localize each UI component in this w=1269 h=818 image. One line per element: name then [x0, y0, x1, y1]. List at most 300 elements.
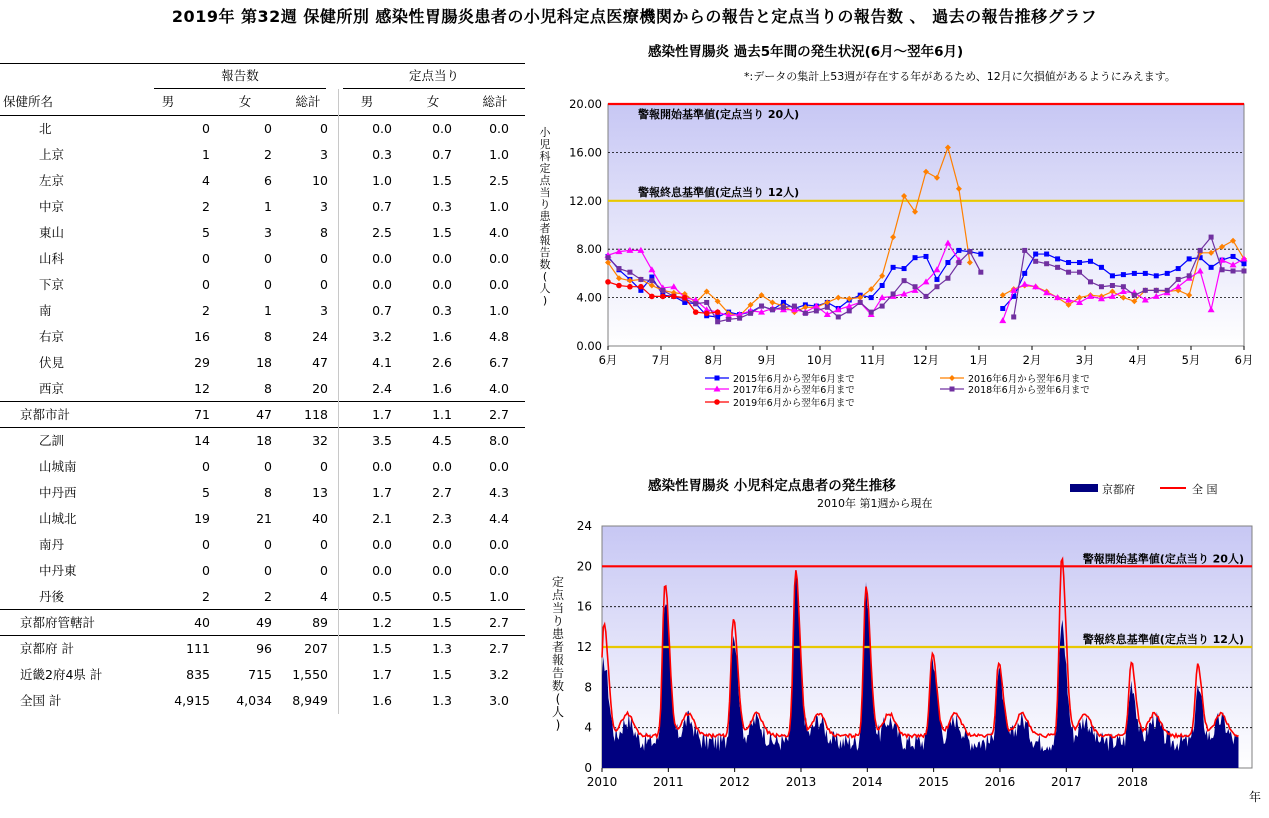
chart1-plot-area [608, 104, 1244, 346]
chart1-series-3-point-29 [924, 294, 929, 299]
summary-row-2-c3: 8,949 [292, 693, 328, 708]
city-row-5-c1: 0 [202, 251, 210, 266]
chart1-series-3-point-13 [748, 311, 753, 316]
chart1-series-3-point-47 [1121, 284, 1126, 289]
city-row-1-c6: 1.0 [489, 147, 509, 162]
chart1-series-0-point-25 [880, 283, 885, 288]
chart1-ytick-4: 16.00 [569, 145, 602, 160]
chart1-series-0-point-58 [1242, 261, 1247, 266]
city-row-4-c5: 1.5 [432, 225, 452, 240]
pref-row-5-c4: 0.0 [372, 563, 392, 578]
chart1-series-3-point-45 [1099, 284, 1104, 289]
chart2-ytick-5: 20 [576, 559, 592, 574]
city-total-row-c2: 47 [256, 407, 272, 422]
pref-row-3-c5: 2.3 [432, 511, 452, 526]
chart2-threshold-label-1: 警報終息基準値(定点当り 12人) [1082, 633, 1244, 646]
chart1-series-0-point-29 [924, 254, 929, 259]
chart1-ylabel-char-3: 定 [539, 162, 551, 175]
chart1-series-3-point-18 [803, 311, 808, 316]
city-row-3-c0: 中京 [39, 199, 65, 214]
pref-total-row-c2: 49 [256, 615, 272, 630]
city-total-row-c6: 2.7 [489, 407, 509, 422]
pref-row-5-c5: 0.0 [432, 563, 452, 578]
pref-row-2-c5: 2.7 [432, 485, 452, 500]
chart1-series-0-point-49 [1143, 271, 1148, 276]
chart1-series-4-point-1 [616, 283, 622, 289]
pref-row-4-c1: 0 [202, 537, 210, 552]
chart1-ylabel-char-9: 報 [539, 234, 551, 247]
page-title: 2019年 第32週 保健所別 感染性胃腸炎患者の小児科定点医療機関からの報告と定点当りの報告数 、 過去の報告推移グラフ [171, 7, 1098, 26]
summary-row-1-c1: 835 [186, 667, 210, 682]
chart1-series-4-point-6 [671, 294, 677, 300]
pref-row-5-c6: 0.0 [489, 563, 509, 578]
city-row-7-c4: 0.7 [372, 303, 392, 318]
chart1-series-3-point-28 [913, 284, 918, 289]
chart2-xtick-2: 2012 [719, 775, 750, 789]
chart1-xtick-6: 12月 [912, 353, 940, 367]
city-row-0-c3: 0 [320, 121, 328, 136]
pref-row-0-c4: 3.5 [372, 433, 392, 448]
chart2-ylabel-char-0: 定 [551, 575, 565, 589]
chart1-xtick-4: 10月 [806, 353, 834, 367]
chart2-ylabel-char-6: 報 [551, 653, 565, 667]
chart1-series-3-point-58 [1242, 268, 1247, 273]
chart1-series-3-point-38 [1022, 248, 1027, 253]
chart1-series-0-point-36 [1000, 306, 1005, 311]
chart1-series-0-point-30 [934, 277, 939, 282]
city-total-row-c1: 71 [194, 407, 210, 422]
city-row-9-c4: 4.1 [372, 355, 392, 370]
city-total-row-c5: 1.1 [432, 407, 452, 422]
chart1-ylabel-char-12: ( [542, 270, 548, 283]
city-row-6-c0: 下京 [39, 277, 65, 292]
col-header-4: 男 [360, 94, 374, 109]
chart1-series-4-point-4 [649, 294, 655, 300]
chart1-series-3-point-32 [956, 260, 961, 265]
chart1-series-3-point-48 [1132, 293, 1137, 298]
chart1-xtick-5: 11月 [859, 353, 887, 367]
chart1-series-3-point-5 [660, 288, 665, 293]
chart1-series-0-point-27 [902, 266, 907, 271]
chart1-series-3-point-37 [1011, 314, 1016, 319]
summary-row-1-c3: 1,550 [292, 667, 328, 682]
city-row-7-c0: 南 [39, 303, 52, 318]
chart1-series-3-point-19 [814, 308, 819, 313]
city-row-5-c2: 0 [264, 251, 272, 266]
summary-row-0-c5: 1.3 [432, 641, 452, 656]
city-row-4-c0: 東山 [39, 225, 65, 240]
chart1-xtick-2: 8月 [704, 353, 724, 367]
chart2-subtitle: 2010年 第1週から現在 [817, 497, 933, 510]
city-row-9-c3: 47 [312, 355, 328, 370]
city-row-0-c6: 0.0 [489, 121, 509, 136]
chart2-xtick-6: 2016 [984, 775, 1016, 789]
pref-row-5-c1: 0 [202, 563, 210, 578]
city-row-7-c1: 2 [202, 303, 210, 318]
chart1-series-3-point-0 [606, 255, 611, 260]
chart1-series-0-point-40 [1044, 252, 1049, 257]
pref-row-6-c2: 2 [264, 589, 272, 604]
city-row-6-c3: 0 [320, 277, 328, 292]
city-row-5-c3: 0 [320, 251, 328, 266]
chart1-legend-label-2: 2017年6月から翌年6月まで [733, 385, 855, 396]
chart2-ylabel-char-5: 者 [551, 640, 565, 654]
city-row-0-c4: 0.0 [372, 121, 392, 136]
chart1-series-3-point-54 [1198, 248, 1203, 253]
chart1-series-3-point-31 [945, 276, 950, 281]
chart1-series-0-point-31 [945, 260, 950, 265]
chart1-xtick-8: 2月 [1022, 353, 1042, 367]
pref-row-0-c5: 4.5 [432, 433, 452, 448]
chart1-series-3-point-52 [1176, 277, 1181, 282]
city-row-3-c5: 0.3 [432, 199, 452, 214]
pref-row-2-c3: 13 [312, 485, 328, 500]
chart1-series-0-point-34 [978, 252, 983, 257]
city-row-3-c3: 3 [320, 199, 328, 214]
chart1-series-0-point-52 [1176, 266, 1181, 271]
chart2-ylabel-char-1: 点 [551, 588, 565, 602]
pref-row-1-c1: 0 [202, 459, 210, 474]
chart1-ylabel-char-6: り [539, 198, 551, 211]
chart1-series-3-point-39 [1033, 259, 1038, 264]
chart1-xtick-3: 9月 [757, 353, 777, 367]
city-row-2-c0: 左京 [39, 173, 65, 188]
chart2-xtick-8: 2018 [1117, 775, 1148, 789]
city-row-4-c6: 4.0 [489, 225, 509, 240]
chart1-series-0-point-42 [1066, 260, 1071, 265]
pref-row-2-c2: 8 [264, 485, 272, 500]
pref-row-6-c5: 0.5 [432, 589, 452, 604]
pref-total-row-c4: 1.2 [372, 615, 392, 630]
city-row-1-c1: 1 [202, 147, 210, 162]
chart2-ylabel-char-2: 当 [551, 601, 565, 615]
chart1-series-3-point-24 [869, 310, 874, 315]
chart1-ylabel-char-14: ) [542, 294, 548, 307]
city-row-2-c6: 2.5 [489, 173, 509, 188]
col-header-5: 女 [426, 94, 440, 109]
chart2-ytick-2: 8 [584, 680, 592, 695]
chart2-xlabel: 年 [1248, 790, 1261, 804]
chart1-ytick-2: 8.00 [576, 242, 602, 257]
chart1-series-0-point-28 [913, 255, 918, 260]
city-row-8-c4: 3.2 [372, 329, 392, 344]
chart2-ytick-0: 0 [584, 761, 592, 775]
city-row-7-c3: 3 [320, 303, 328, 318]
chart1-series-0-point-24 [869, 295, 874, 300]
chart1-ytick-1: 4.00 [576, 290, 602, 305]
pref-row-1-c4: 0.0 [372, 459, 392, 474]
city-row-10-c5: 1.6 [432, 381, 452, 396]
city-row-5-c4: 0.0 [372, 251, 392, 266]
chart1-ytick-5: 20.00 [569, 97, 602, 111]
chart2-legend-swatch-0 [1070, 484, 1098, 492]
chart1-series-3-point-53 [1187, 273, 1192, 278]
pref-total-row-c3: 89 [312, 615, 328, 630]
chart1-series-3-point-16 [781, 305, 786, 310]
chart1-series-0-point-47 [1121, 272, 1126, 277]
chart1-series-3-point-56 [1220, 267, 1225, 272]
chart1-series-0-point-39 [1033, 252, 1038, 257]
chart1-series-3-point-57 [1231, 268, 1236, 273]
chart1-series-3-point-27 [902, 278, 907, 283]
pref-row-5-c0: 中丹東 [39, 563, 77, 578]
summary-row-1-c6: 3.2 [489, 667, 509, 682]
summary-row-1-c4: 1.7 [372, 667, 392, 682]
city-row-1-c0: 上京 [39, 147, 65, 162]
chart1-series-3-point-2 [627, 270, 632, 275]
pref-row-3-c6: 4.4 [489, 511, 509, 526]
pref-row-0-c2: 18 [256, 433, 272, 448]
city-row-8-c5: 1.6 [432, 329, 452, 344]
chart2-xtick-5: 2015 [918, 775, 949, 789]
city-row-10-c2: 8 [264, 381, 272, 396]
chart1-series-4-point-10 [715, 309, 721, 315]
city-row-5-c6: 0.0 [489, 251, 509, 266]
chart1-note: *:データの集計上53週が存在する年があるため、12月に欠損値があるようにみえます。 [744, 70, 1176, 83]
chart1-series-4-point-2 [627, 284, 633, 290]
summary-row-2-c4: 1.6 [372, 693, 392, 708]
pref-row-1-c6: 0.0 [489, 459, 509, 474]
pref-row-0-c3: 32 [312, 433, 328, 448]
city-row-0-c5: 0.0 [432, 121, 452, 136]
city-row-2-c3: 10 [312, 173, 328, 188]
chart2-ytick-6: 24 [576, 519, 592, 533]
pref-row-3-c3: 40 [312, 511, 328, 526]
city-total-row-c3: 118 [304, 407, 328, 422]
group-header-sentinel: 定点当り [408, 68, 459, 83]
chart1-series-3-point-23 [858, 300, 863, 305]
pref-row-2-c4: 1.7 [372, 485, 392, 500]
pref-row-4-c6: 0.0 [489, 537, 509, 552]
chart2-ylabel-char-8: 数 [551, 679, 565, 693]
pref-row-6-c1: 2 [202, 589, 210, 604]
city-total-row-c0: 京都市計 [20, 407, 71, 422]
city-row-10-c3: 20 [312, 381, 328, 396]
chart1-series-3-point-11 [726, 317, 731, 322]
city-row-7-c6: 1.0 [489, 303, 509, 318]
city-row-8-c3: 24 [312, 329, 328, 344]
chart1-legend-marker-4 [714, 399, 720, 405]
chart1-series-0-point-43 [1077, 260, 1082, 265]
pref-row-0-c1: 14 [194, 433, 210, 448]
summary-row-0-c2: 96 [256, 641, 272, 656]
chart2-svg [530, 476, 1269, 818]
summary-row-0-c6: 2.7 [489, 641, 509, 656]
chart1-series-3-point-44 [1088, 279, 1093, 284]
block-separator [338, 89, 339, 714]
pref-row-6-c4: 0.5 [372, 589, 392, 604]
summary-row-2-c5: 1.3 [432, 693, 452, 708]
chart2-ytick-4: 16 [576, 599, 592, 614]
pref-row-2-c0: 中丹西 [39, 485, 77, 500]
chart1-series-3-point-55 [1209, 235, 1214, 240]
col-header-6: 総計 [482, 94, 508, 109]
chart1-series-3-point-33 [967, 249, 972, 254]
pref-total-row-c0: 京都府管轄計 [20, 615, 96, 630]
summary-row-1-c0: 近畿2府4県 計 [20, 667, 103, 682]
chart1-series-3-point-9 [704, 300, 709, 305]
chart1-xtick-11: 5月 [1181, 353, 1201, 367]
chart1-series-3-point-50 [1154, 288, 1159, 293]
chart1-series-3-point-21 [836, 314, 841, 319]
chart1-series-3-point-30 [934, 284, 939, 289]
pref-total-row-c1: 40 [194, 615, 210, 630]
city-row-6-c6: 0.0 [489, 277, 509, 292]
pref-row-6-c0: 丹後 [39, 589, 65, 604]
city-row-7-c2: 1 [264, 303, 272, 318]
pref-row-3-c4: 2.1 [372, 511, 392, 526]
chart1-legend-marker-1 [949, 375, 955, 381]
city-row-2-c2: 6 [264, 173, 272, 188]
chart1-title: 感染性胃腸炎 過去5年間の発生状況(6月～翌年6月) [648, 44, 964, 60]
chart1-xtick-7: 1月 [969, 353, 989, 367]
chart1-svg [530, 86, 1269, 416]
pref-total-row-c6: 2.7 [489, 615, 509, 630]
pref-row-3-c2: 21 [256, 511, 272, 526]
pref-row-3-c1: 19 [194, 511, 210, 526]
city-row-9-c5: 2.6 [432, 355, 452, 370]
pref-row-5-c3: 0 [320, 563, 328, 578]
city-row-6-c2: 0 [264, 277, 272, 292]
chart1-xtick-1: 7月 [651, 353, 671, 367]
chart1-series-3-point-25 [880, 304, 885, 309]
chart1-series-4-point-9 [704, 311, 710, 317]
city-row-0-c0: 北 [39, 121, 52, 136]
city-row-3-c2: 1 [264, 199, 272, 214]
city-row-5-c0: 山科 [39, 251, 65, 266]
chart1-ylabel-char-10: 告 [539, 246, 551, 259]
city-row-8-c2: 8 [264, 329, 272, 344]
chart1-ylabel-char-2: 科 [539, 150, 551, 163]
summary-row-1-c2: 715 [248, 667, 272, 682]
chart1-series-3-point-40 [1044, 261, 1049, 266]
city-row-3-c1: 2 [202, 199, 210, 214]
chart1-series-0-point-26 [891, 265, 896, 270]
city-row-9-c0: 伏見 [39, 355, 65, 370]
chart2-ytick-3: 12 [576, 640, 592, 654]
pref-row-4-c3: 0 [320, 537, 328, 552]
chart1-threshold-label-0: 警報開始基準値(定点当り 20人) [638, 108, 800, 121]
chart1-series-4-point-8 [693, 309, 699, 315]
city-row-4-c3: 8 [320, 225, 328, 240]
city-row-4-c4: 2.5 [372, 225, 392, 240]
col-header-0: 保健所名 [3, 94, 54, 109]
summary-row-1-c5: 1.5 [432, 667, 452, 682]
city-row-4-c1: 5 [202, 225, 210, 240]
chart1-legend-label-0: 2015年6月から翌年6月まで [733, 374, 855, 385]
city-row-1-c5: 0.7 [432, 147, 452, 162]
chart1-series-3-point-8 [693, 301, 698, 306]
chart1-xtick-9: 3月 [1075, 353, 1095, 367]
chart1-series-3-point-26 [891, 291, 896, 296]
chart1-series-0-point-38 [1022, 271, 1027, 276]
chart1-ylabel-char-0: 小 [539, 126, 551, 139]
chart2-xtick-1: 2011 [653, 775, 684, 789]
city-row-1-c2: 2 [264, 147, 272, 162]
chart1-series-3-point-14 [759, 304, 764, 309]
city-row-4-c2: 3 [264, 225, 272, 240]
pref-row-4-c4: 0.0 [372, 537, 392, 552]
chart1-series-0-point-57 [1231, 254, 1236, 259]
city-row-9-c6: 6.7 [489, 355, 509, 370]
chart1-series-4-point-5 [660, 294, 666, 300]
chart1-series-0-point-48 [1132, 271, 1137, 276]
chart1-series-0-point-44 [1088, 259, 1093, 264]
summary-row-0-c4: 1.5 [372, 641, 392, 656]
chart1-series-3-point-10 [715, 319, 720, 324]
chart1-ylabel-char-8: 者 [539, 222, 551, 235]
chart1-series-3-point-20 [825, 305, 830, 310]
chart1-series-3-point-51 [1165, 288, 1170, 293]
chart1-series-0-point-53 [1187, 256, 1192, 261]
chart1-series-3-point-42 [1066, 270, 1071, 275]
city-row-6-c1: 0 [202, 277, 210, 292]
city-row-9-c2: 18 [256, 355, 272, 370]
chart1-series-0-point-55 [1209, 265, 1214, 270]
chart2-xtick-3: 2013 [785, 775, 817, 789]
chart1-ytick-0: 0.00 [576, 339, 602, 353]
city-row-2-c1: 4 [202, 173, 210, 188]
city-row-2-c5: 1.5 [432, 173, 452, 188]
chart1-ylabel-char-5: 当 [539, 186, 551, 199]
chart1-series-0-point-45 [1099, 265, 1104, 270]
chart1-series-4-point-7 [682, 295, 688, 301]
summary-row-2-c1: 4,915 [174, 693, 210, 708]
city-row-1-c4: 0.3 [372, 147, 392, 162]
city-row-10-c6: 4.0 [489, 381, 509, 396]
chart1-legend-label-1: 2016年6月から翌年6月まで [968, 374, 1090, 385]
summary-row-0-c3: 207 [304, 641, 328, 656]
chart2-ylabel-char-10: 人 [551, 705, 565, 719]
chart2-ylabel-char-4: 患 [551, 627, 565, 641]
chart2-ylabel-char-9: ( [555, 692, 561, 706]
chart1-series-4-point-0 [605, 279, 611, 285]
pref-row-1-c5: 0.0 [432, 459, 452, 474]
city-row-10-c0: 西京 [39, 381, 65, 396]
pref-row-2-c6: 4.3 [489, 485, 509, 500]
chart2-threshold-label-0: 警報開始基準値(定点当り 20人) [1082, 552, 1244, 566]
col-header-1: 男 [161, 94, 175, 109]
chart2-ytick-1: 4 [584, 720, 592, 735]
pref-row-1-c2: 0 [264, 459, 272, 474]
chart1-series-3-point-12 [737, 316, 742, 321]
col-header-2: 女 [238, 94, 252, 109]
city-row-0-c1: 0 [202, 121, 210, 136]
city-row-10-c4: 2.4 [372, 381, 392, 396]
pref-row-0-c6: 8.0 [489, 433, 509, 448]
chart1-xtick-0: 6月 [598, 353, 618, 367]
chart1-series-4-point-3 [638, 284, 644, 290]
chart1-series-3-point-17 [792, 304, 797, 309]
pref-row-6-c6: 1.0 [489, 589, 509, 604]
chart1-series-0-point-32 [956, 248, 961, 253]
chart1-ylabel-char-13: 人 [539, 282, 551, 295]
city-row-0-c2: 0 [264, 121, 272, 136]
pref-row-5-c2: 0 [264, 563, 272, 578]
pref-row-2-c1: 5 [202, 485, 210, 500]
chart1-series-3-point-41 [1055, 265, 1060, 270]
pref-row-3-c0: 山城北 [39, 511, 77, 526]
pref-row-0-c0: 乙訓 [39, 433, 65, 448]
summary-row-0-c1: 111 [186, 641, 210, 656]
chart2-ylabel-char-11: ) [555, 718, 561, 732]
chart1-legend-label-4: 2019年6月から翌年6月まで [733, 398, 855, 409]
chart1-series-3-point-49 [1143, 288, 1148, 293]
chart2-xtick-7: 2017 [1051, 775, 1082, 789]
chart1-ylabel-char-7: 患 [539, 210, 551, 223]
city-row-3-c6: 1.0 [489, 199, 509, 214]
city-row-2-c4: 1.0 [372, 173, 392, 188]
